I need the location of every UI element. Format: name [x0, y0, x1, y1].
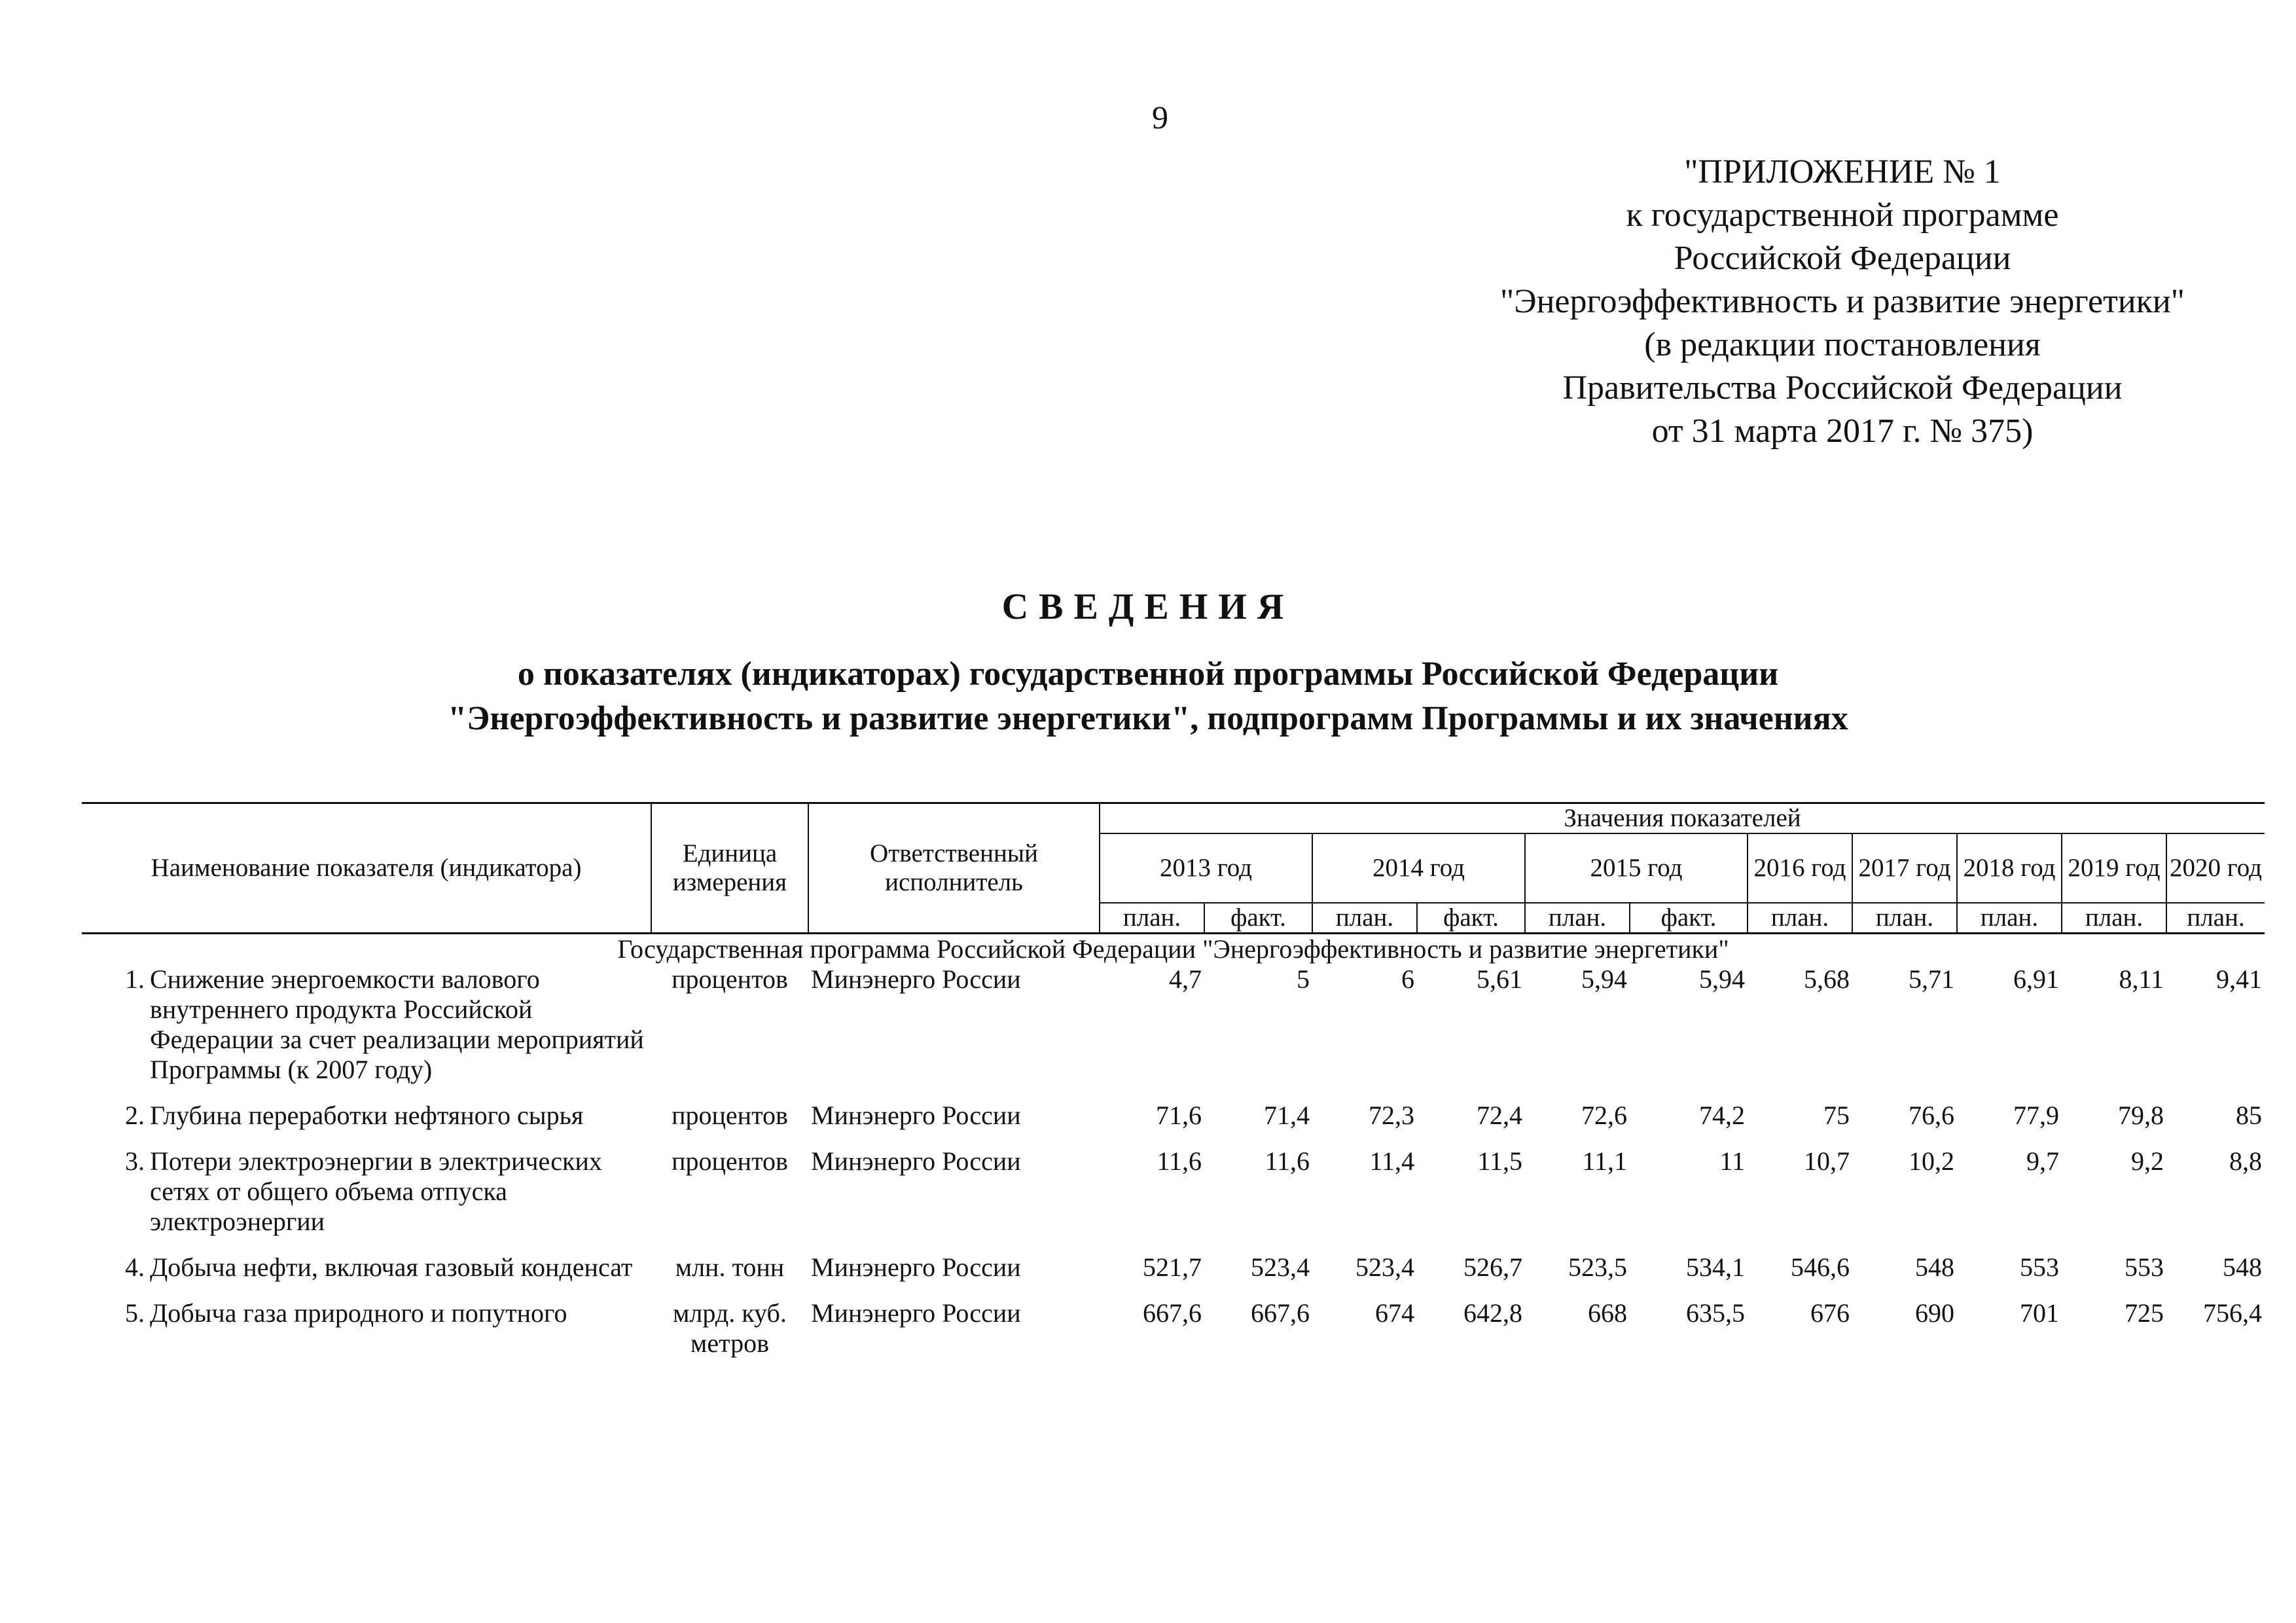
indicator-value: 546,6: [1791, 1252, 1850, 1282]
row-number: 2.: [125, 1101, 145, 1130]
indicator-value: 9,7: [2026, 1146, 2059, 1176]
indicator-value: 6,91: [2013, 964, 2059, 994]
indicator-value: 642,8: [1463, 1298, 1522, 1328]
indicator-value: 548: [2223, 1252, 2263, 1282]
indicator-value: 5,94: [1699, 964, 1745, 994]
header-plan: план.: [1312, 903, 1417, 934]
row-number: 4.: [125, 1252, 145, 1282]
indicator-value: 11: [1719, 1146, 1745, 1176]
indicator-value: 553: [2020, 1252, 2059, 1282]
indicator-value: 11,6: [1157, 1146, 1202, 1176]
indicator-name: Потери электроэнергии в электрических сетях от общего объема отпуска электроэнергии: [150, 1146, 602, 1236]
header-year: 2015 год: [1525, 833, 1748, 903]
header-plan: план.: [1100, 903, 1204, 934]
appendix-line: к государственной программе: [1626, 196, 2059, 234]
indicator-executor: Минэнерго России: [811, 964, 1021, 994]
header-year: 2018 год: [1957, 833, 2062, 903]
header-year: 2014 год: [1312, 833, 1525, 903]
row-number: 1.: [125, 964, 145, 994]
page-number: 9: [1152, 99, 1168, 136]
header-plan: план.: [2062, 903, 2166, 934]
indicator-value: 10,2: [1909, 1146, 1954, 1176]
indicator-executor: Минэнерго России: [811, 1146, 1021, 1176]
indicator-value: 668: [1588, 1298, 1627, 1328]
indicator-value: 5,68: [1804, 964, 1850, 994]
indicator-value: 5: [1297, 964, 1310, 994]
indicator-value: 756,4: [2203, 1298, 2263, 1328]
indicator-value: 79,8: [2118, 1101, 2164, 1130]
indicator-value: 548: [1915, 1252, 1954, 1282]
row-number: 5.: [125, 1298, 145, 1328]
indicator-value: 5,94: [1581, 964, 1627, 994]
indicator-value: 8,11: [2119, 964, 2164, 994]
header-year: 2019 год: [2062, 833, 2166, 903]
header-plan: план.: [1957, 903, 2062, 934]
indicator-value: 701: [2020, 1298, 2059, 1328]
table-row: [82, 964, 2265, 1101]
header-name: Наименование показателя (индикатора): [82, 803, 651, 934]
indicator-name: Добыча газа природного и попутного: [150, 1298, 567, 1328]
indicator-value: 5,61: [1477, 964, 1522, 994]
header-plan: план.: [1852, 903, 1957, 934]
header-year: 2016 год: [1748, 833, 1852, 903]
indicator-value: 75: [1823, 1101, 1850, 1130]
indicator-value: 11,6: [1265, 1146, 1310, 1176]
header-year: 2013 год: [1100, 833, 1312, 903]
indicator-value: 690: [1915, 1298, 1954, 1328]
indicator-value: 667,6: [1143, 1298, 1202, 1328]
indicator-name: Добыча нефти, включая газовый конденсат: [150, 1252, 633, 1282]
table-row: [82, 1101, 2265, 1146]
header-plan: план.: [1525, 903, 1630, 934]
indicator-executor: Минэнерго России: [811, 1252, 1021, 1282]
section-title: Государственная программа Российской Федерации "Энергоэффективность и развитие энергетики": [617, 934, 1729, 964]
document-subtitle: о показателях (индикаторах) государственной программы Российской Федерации: [517, 655, 1779, 693]
appendix-line: от 31 марта 2017 г. № 375): [1651, 412, 2034, 450]
indicator-value: 71,6: [1156, 1101, 1202, 1130]
header-fact: факт.: [1417, 903, 1525, 934]
indicator-value: 523,5: [1568, 1252, 1627, 1282]
header-executor: Ответственный исполнитель: [808, 803, 1100, 934]
header-values: Значения показателей: [1100, 803, 2265, 834]
indicator-value: 72,4: [1477, 1101, 1522, 1130]
indicator-unit: процентов: [672, 964, 788, 994]
indicator-value: 6: [1401, 964, 1414, 994]
indicator-executor: Минэнерго России: [811, 1298, 1021, 1328]
indicator-value: 9,41: [2216, 964, 2263, 994]
indicator-unit: процентов: [672, 1101, 788, 1130]
indicator-value: 534,1: [1686, 1252, 1745, 1282]
indicator-value: 635,5: [1686, 1298, 1745, 1328]
indicator-name: Глубина переработки нефтяного сырья: [150, 1101, 584, 1130]
row-number: 3.: [125, 1146, 145, 1176]
indicator-value: 76,6: [1909, 1101, 1954, 1130]
table-row: [82, 1298, 2265, 1374]
indicator-value: 526,7: [1463, 1252, 1522, 1282]
table-row: [82, 1146, 2265, 1252]
header-year: 2020 год: [2166, 833, 2265, 903]
appendix-line: Российской Федерации: [1674, 240, 2011, 277]
header-plan: план.: [1748, 903, 1852, 934]
indicator-value: 71,4: [1264, 1101, 1310, 1130]
indicator-value: 523,4: [1355, 1252, 1414, 1282]
document-title: СВЕДЕНИЯ: [1001, 587, 1295, 627]
indicator-value: 77,9: [2013, 1101, 2059, 1130]
indicator-value: 8,8: [2229, 1146, 2263, 1176]
indicator-unit: млрд. куб. метров: [673, 1298, 787, 1358]
appendix-line: "Энергоэффективность и развитие энергетики": [1500, 283, 2185, 320]
indicator-value: 74,2: [1699, 1101, 1745, 1130]
indicator-value: 11,1: [1582, 1146, 1627, 1176]
header-plan: план.: [2166, 903, 2265, 934]
indicator-value: 523,4: [1251, 1252, 1310, 1282]
indicator-value: 11,5: [1477, 1146, 1522, 1176]
indicator-value: 11,4: [1369, 1146, 1414, 1176]
indicator-value: 85: [2236, 1101, 2263, 1130]
indicator-value: 676: [1810, 1298, 1850, 1328]
header-fact: факт.: [1630, 903, 1748, 934]
indicator-value: 5,71: [1909, 964, 1954, 994]
indicator-executor: Минэнерго России: [811, 1101, 1021, 1130]
indicator-value: 553: [2125, 1252, 2164, 1282]
indicator-value: 667,6: [1251, 1298, 1310, 1328]
indicator-unit: млн. тонн: [675, 1252, 785, 1282]
appendix-line: (в редакции постановления: [1644, 326, 2041, 363]
document-subtitle: "Энергоэффективность и развитие энергетики", подпрограмм Программы и их значениях: [448, 700, 1848, 737]
table-row: [82, 1252, 2265, 1298]
indicator-value: 9,2: [2131, 1146, 2164, 1176]
indicator-value: 725: [2125, 1298, 2164, 1328]
indicator-value: 674: [1375, 1298, 1414, 1328]
indicator-value: 521,7: [1143, 1252, 1202, 1282]
indicator-value: 72,6: [1581, 1101, 1627, 1130]
indicator-value: 10,7: [1804, 1146, 1850, 1176]
appendix-line: Правительства Российской Федерации: [1562, 369, 2123, 407]
indicators-table: [82, 802, 2265, 1374]
indicator-unit: процентов: [672, 1146, 788, 1176]
appendix-line: "ПРИЛОЖЕНИЕ № 1: [1684, 153, 2001, 191]
indicator-name: Снижение энергоемкости валового внутреннего продукта Российской Федерации за счет реализации мероприятий Программы (к 2007 году): [150, 964, 644, 1084]
header-unit: Единица измерения: [651, 803, 808, 934]
header-year: 2017 год: [1852, 833, 1957, 903]
appendix-block: [1427, 151, 2258, 453]
indicator-value: 72,3: [1369, 1101, 1414, 1130]
indicator-value: 4,7: [1169, 964, 1202, 994]
header-fact: факт.: [1204, 903, 1312, 934]
